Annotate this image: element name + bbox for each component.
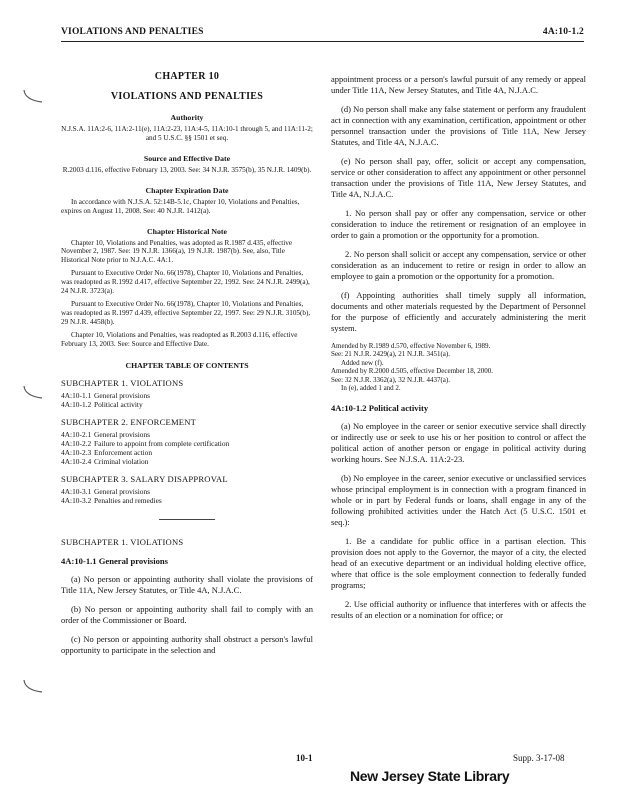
body-paragraph: (e) No person shall pay, offer, solicit or accept any compensation, service or other consideration to affect any appointment or other personnel transaction under the provisions of Title 11A, New Jersey Statutes, and Title 4A, N.J.A.C. <box>331 156 586 199</box>
toc-entry-title: General provisions <box>94 486 151 496</box>
left-column <box>61 71 313 664</box>
toc-entry-title: Penalties and remedies <box>94 495 162 505</box>
body-paragraph: (b) No person or appointing authority shall fail to comply with an order of the Commissioner or Board. <box>61 603 313 625</box>
body-paragraph: (a) No employee in the career or senior executive service shall directly or indirectly use or seek to use his or her position to control or affect the political action of another person or engage in political activity during working hours. See N.J.S.A. 11A:2-23. <box>331 421 586 465</box>
toc-entry-title: Enforcement action <box>94 447 153 457</box>
toc-subchapter-title: SUBCHAPTER 2. ENFORCEMENT <box>61 416 197 427</box>
toc-subchapter <box>61 474 313 505</box>
history-paragraph: Chapter 10, Violations and Penalties, was readopted as R.2003 d.116, effective February 13, 2003. See: Source and Effective Date. <box>61 330 298 348</box>
source-text: R.2003 d.116, effective February 13, 2003. See: 34 N.J.R. 3575(b), 35 N.J.R. 1409(b). <box>62 165 312 174</box>
binding-mark-icon <box>20 384 46 402</box>
right-column <box>331 74 586 629</box>
toc-entry-number: 4A:10-2.1 <box>61 429 92 439</box>
body-subitem: 2. No person shall solicit or accept any compensation, service or other consideration as an inducement to retire or resign in order to allow an employee to gain a promotion or the opportunity for a promotion. <box>331 249 586 281</box>
body-subitem: 1. No person shall pay or offer any compensation, service or other consideration to induce the retirement or resignation of an employee in order to gain a promotion or the opportunity for a promotion. <box>331 208 586 240</box>
section-heading: 4A:10-1.1 General provisions <box>61 555 169 566</box>
amendment-line: Added new (f). <box>341 358 384 367</box>
history-paragraph: Pursuant to Executive Order No. 66(1978), Chapter 10, Violations and Penalties, was readopted as R.1997 d.439, effective September 22, 1997. See: 29 N.J.R. 3105(b), 29 N.J.R. 4458(b). <box>61 299 311 326</box>
toc-subchapter <box>61 417 313 466</box>
body-paragraph: (b) No employee in the career, senior executive or unclassified services whose principal employment is in connection with a program financed in whole or in part by Federal funds or loans, shall engage in any of the following prohibited activities under the Hatch Act (5 U.S.C. 1501 et seq.): <box>331 473 586 528</box>
section-divider <box>159 519 215 520</box>
chapter-title: VIOLATIONS AND PENALTIES <box>110 91 264 102</box>
toc-entry[interactable] <box>61 391 313 400</box>
body-subitem: 2. Use official authority or influence that interferes with or affects the results of an election or a nomination for office; or <box>331 599 586 621</box>
toc-entry[interactable] <box>61 439 313 448</box>
toc-entry-number: 4A:10-2.3 <box>61 447 92 457</box>
toc-entry-number: 4A:10-1.2 <box>61 399 92 409</box>
amendment-line: In (e), added 1 and 2. <box>341 384 401 393</box>
body-subitem: 1. Be a candidate for public office in a partisan election. This provision does not apply to the Governor, the mayor of a city, the elected head of an executive department or an individual holding elective office, where that office is the sole employment connection to federally funded programs; <box>331 536 586 591</box>
toc-heading: CHAPTER TABLE OF CONTENTS <box>125 360 249 370</box>
toc-entry-title: General provisions <box>94 429 151 439</box>
library-stamp: New Jersey State Library <box>350 768 510 784</box>
toc-entry-number: 4A:10-2.4 <box>61 456 92 466</box>
amendment-line: Amended by R.1989 d.570, effective November 6, 1989. <box>331 342 491 350</box>
toc-entry[interactable] <box>61 400 313 409</box>
binding-mark-icon <box>20 88 46 106</box>
supplement-date: Supp. 3-17-08 <box>513 753 565 763</box>
amendment-notes <box>331 342 586 392</box>
amendment-line: Amended by R.2000 d.505, effective December 18, 2000. <box>331 367 493 376</box>
body-paragraph: (d) No person shall make any false statement or perform any fraudulent act in connection with any examination, certification, appointment or other personnel transaction under the provisions of Title 11A, New Jersey Statutes, and Title 4A, N.J.A.C. <box>331 104 586 147</box>
binding-mark-icon <box>20 678 46 696</box>
body-paragraph: (c) No person or appointing authority shall obstruct a person's lawful opportunity to participate in the selection and <box>61 633 313 655</box>
toc-subchapter-title: SUBCHAPTER 3. SALARY DISAPPROVAL <box>61 473 228 484</box>
header-title: VIOLATIONS AND PENALTIES <box>61 27 204 37</box>
body-paragraph: (f) Appointing authorities shall timely supply all information, documents and other materials requested by the Department of Personnel for the purpose of efficiently and accurately administering the merit system. <box>331 290 586 333</box>
toc-entry-title: Political activity <box>94 399 143 409</box>
source-heading: Source and Effective Date <box>143 153 231 163</box>
toc-subchapter <box>61 378 313 409</box>
toc-entry[interactable] <box>61 487 313 496</box>
body-paragraph: (a) No person or appointing authority shall violate the provisions of Title 11A, New Jersey Statutes, or Title 4A, N.J.A.C. <box>61 573 313 595</box>
history-paragraph: Chapter 10, Violations and Penalties, was adopted as R.1987 d.435, effective November 2, 1987. See: 19 N.J.R. 1366(a), 19 N.J.R. 1987(b). See, also, Title Historical Note prior to N.J.A.C. 4A:1. <box>61 238 293 265</box>
history-paragraph: Pursuant to Executive Order No. 66(1978), Chapter 10, Violations and Penalties, was readopted as R.1992 d.417, effective September 22, 1992. See: 24 N.J.R. 2499(a), 24 N.J.R. 3723(a). <box>61 269 310 296</box>
authority-text: N.J.S.A. 11A:2-6, 11A:2-11(e), 11A:2-23, 11A:4-5, 11A:10-1 through 5, and 11A:11-2; and 5 U.S.C. §§ 1501 et seq. <box>61 125 313 142</box>
toc-entry[interactable] <box>61 457 313 466</box>
amendment-line: See: 21 N.J.R. 2429(a), 21 N.J.R. 3451(a). <box>331 350 450 359</box>
expiration-text: In accordance with N.J.S.A. 52:14B-5.1c, Chapter 10, Violations and Penalties, expires on August 11, 2008. See: 40 N.J.R. 1412(a). <box>61 197 300 215</box>
header-rule <box>61 41 584 42</box>
toc-entry-number: 4A:10-3.1 <box>61 486 92 496</box>
toc-entry-title: General provisions <box>94 390 151 400</box>
toc-entry-number: 4A:10-2.2 <box>61 438 92 448</box>
toc-subchapter-title: SUBCHAPTER 1. VIOLATIONS <box>61 377 184 388</box>
subchapter-heading: SUBCHAPTER 1. VIOLATIONS <box>61 536 184 547</box>
expiration-heading: Chapter Expiration Date <box>145 185 229 195</box>
chapter-number: CHAPTER 10 <box>154 71 220 82</box>
toc-entry[interactable] <box>61 430 313 439</box>
toc-entry[interactable] <box>61 496 313 505</box>
header-section-number: 4A:10-1.2 <box>542 27 584 37</box>
amendment-line: See: 32 N.J.R. 3362(a), 32 N.J.R. 4437(a). <box>331 375 450 384</box>
authority-heading: Authority <box>170 113 204 122</box>
toc-entry-number: 4A:10-1.1 <box>61 390 92 400</box>
toc-entry-title: Criminal violation <box>94 456 149 466</box>
toc-entry-title: Failure to appoint from complete certification <box>94 438 230 448</box>
toc-entry-number: 4A:10-3.2 <box>61 495 92 505</box>
section-heading: 4A:10-1.2 Political activity <box>331 403 429 414</box>
page-number: 10-1 <box>296 753 313 763</box>
toc-entry[interactable] <box>61 448 313 457</box>
history-heading: Chapter Historical Note <box>147 226 227 236</box>
body-paragraph: appointment process or a person's lawful pursuit of any remedy or appeal under Title 11A, New Jersey Statutes, and Title 4A, N.J.A.C. <box>331 74 586 95</box>
running-header <box>61 27 584 41</box>
